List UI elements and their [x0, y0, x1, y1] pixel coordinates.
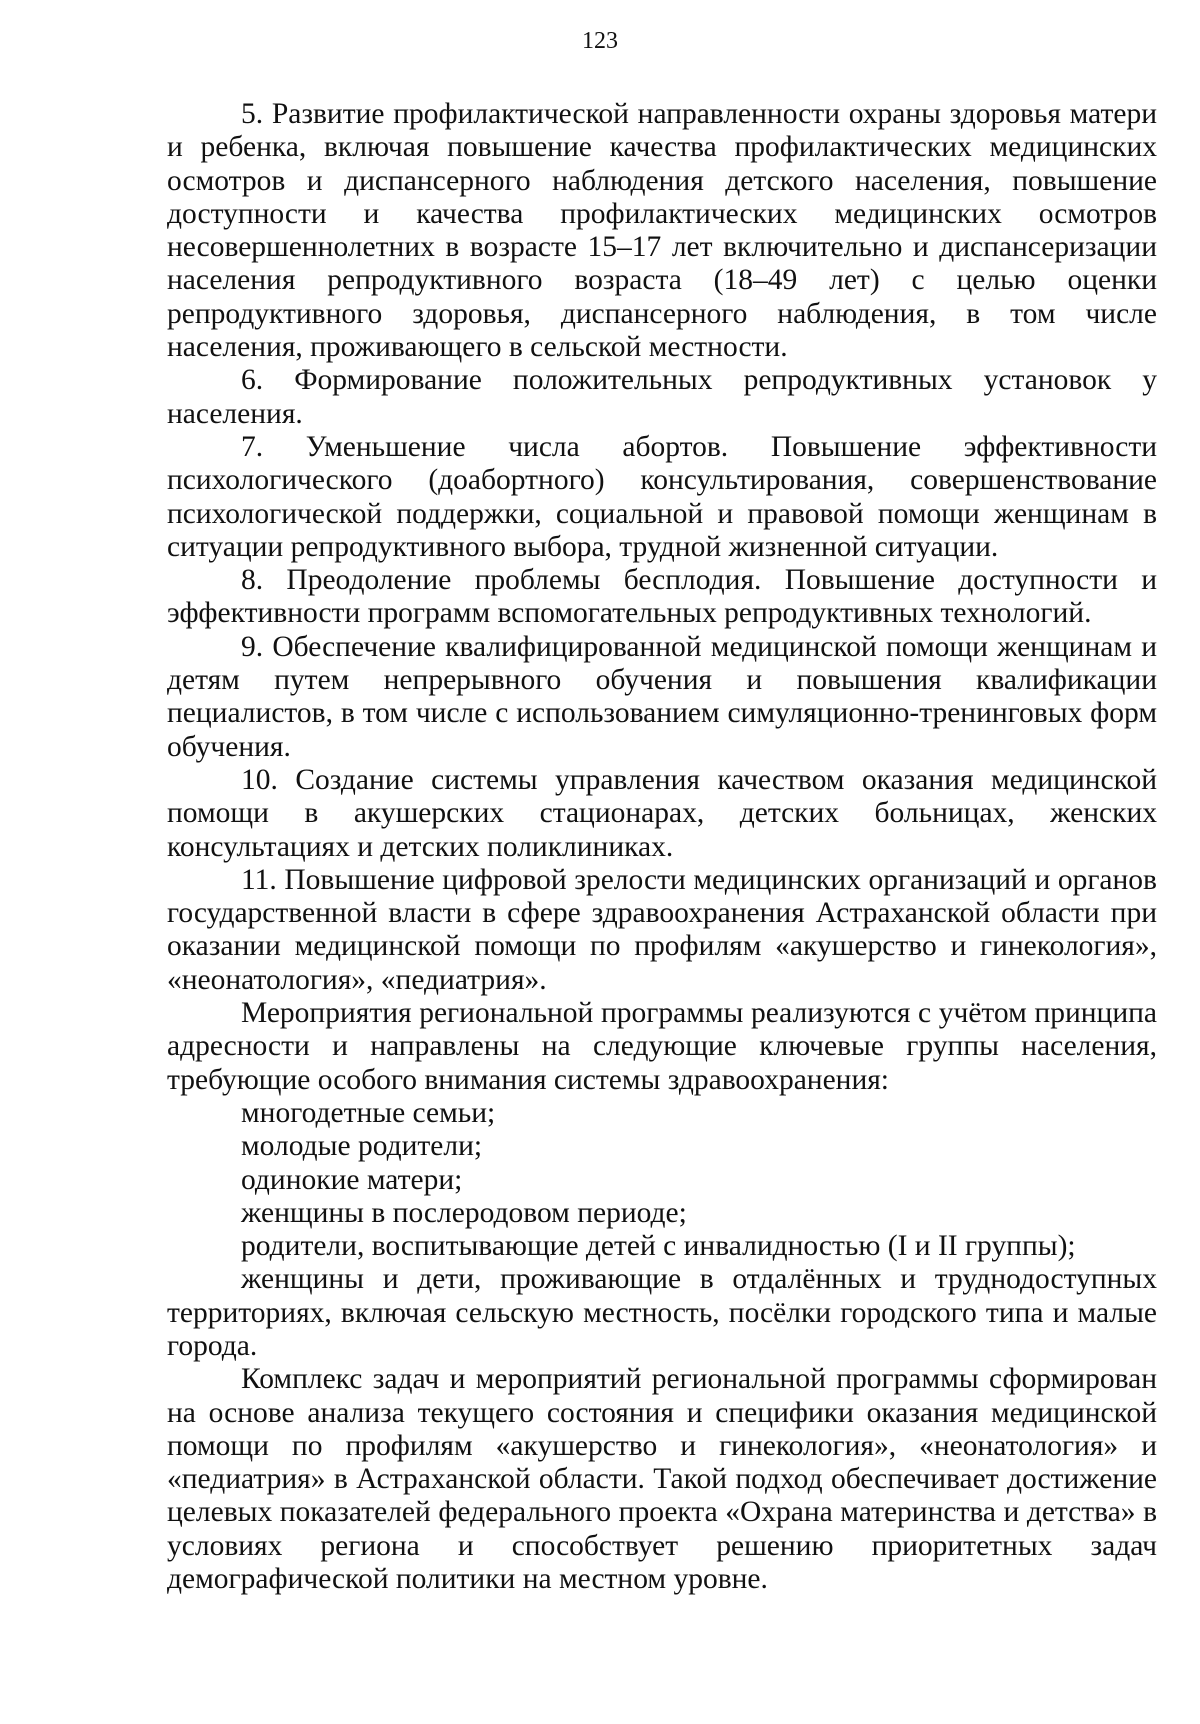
list-item: женщины и дети, проживающие в отдалённых и труднодоступных территориях, включая сельскую местность, посёлки городского типа и малые города. — [167, 1263, 1157, 1362]
paragraph-item-9: 9. Обеспечение квалифицированной медицинской помощи женщинам и детям путем непрерывного обучения и повышения квалификации пециалистов, в том числе с использованием симуляционно-тренинговых форм обучения. — [167, 630, 1157, 763]
paragraph-closing: Комплекс задач и мероприятий региональной программы сформирован на основе анализа текущего состояния и специфики оказания медицинской помощи по профилям «акушерство и гинекология», «неонатология» и «педиатрия» в Астраханской области. Такой подход обеспечивает достижение целевых показателей федерального проекта «Охрана материнства и детства» в условиях региона и способствует решению приоритетных задач демографической политики на местном уровне. — [167, 1363, 1157, 1596]
list-item: одинокие матери; — [241, 1163, 463, 1196]
list-item: родители, воспитывающие детей с инвалидностью (I и II группы); — [241, 1230, 1076, 1263]
paragraph-item-5: 5. Развитие профилактической направленности охраны здоровья матери и ребенка, включая повышение качества профилактических медицинских осмотров и диспансерного наблюдения детского населения, повышение доступности и качества профилактических медицинских осмотров несовершеннолетних в возрасте 15–17 лет включительно и диспансеризации населения репродуктивного возраста (18–49 лет) с целью оценки репродуктивного здоровья, диспансерного наблюдения, в том числе населения, проживающего в сельской местности. — [167, 98, 1157, 364]
list-item: многодетные семьи; — [241, 1096, 496, 1129]
paragraph-target-groups-intro: Мероприятия региональной программы реализуются с учётом принципа адресности и направлены на следующие ключевые группы населения, требующие особого внимания системы здравоохранения: — [167, 997, 1157, 1096]
list-item: женщины в послеродовом периоде; — [241, 1196, 687, 1229]
list-item: молодые родители; — [241, 1130, 483, 1163]
document-body — [167, 98, 1157, 1596]
paragraph-item-6: 6. Формирование положительных репродуктивных установок у населения. — [167, 364, 1157, 430]
paragraph-item-10: 10. Создание системы управления качеством оказания медицинской помощи в акушерских стационарах, детских больницах, женских консультациях и детских поликлиниках. — [167, 763, 1157, 863]
paragraph-item-11: 11. Повышение цифровой зрелости медицинских организаций и органов государственной власти в сфере здравоохранения Астраханской области при оказании медицинской помощи по профилям «акушерство и гинекология», «неонатология», «педиатрия». — [167, 863, 1157, 996]
paragraph-item-8: 8. Преодоление проблемы бесплодия. Повышение доступности и эффективности программ вспомогательных репродуктивных технологий. — [167, 564, 1157, 630]
paragraph-item-7: 7. Уменьшение числа абортов. Повышение эффективности психологического (доабортного) консультирования, совершенствование психологической поддержки, социальной и правовой помощи женщинам в ситуации репродуктивного выбора, трудной жизненной ситуации. — [167, 430, 1157, 563]
page-number: 123 — [582, 28, 618, 54]
